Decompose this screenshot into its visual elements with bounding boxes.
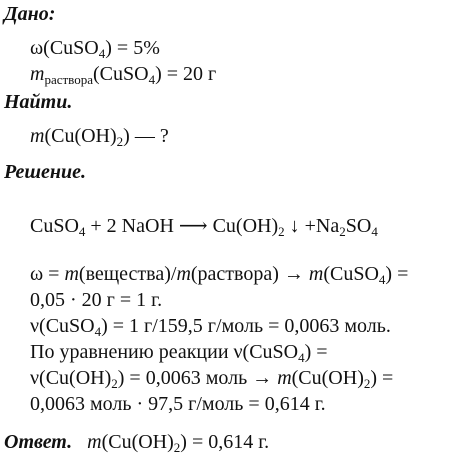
text: ν(CuSO — [30, 315, 95, 337]
mass-symbol: m — [87, 431, 102, 453]
mass-symbol: m — [277, 367, 292, 389]
formula-base: (Cu(OH) — [44, 125, 117, 147]
subscript: 2 — [116, 134, 124, 149]
subscript: 2 — [173, 440, 181, 455]
given-mass-fraction: ω(CuSO$_4$) = 5% — [30, 37, 160, 61]
text: (раствора) → — [190, 263, 309, 285]
reaction-equation — [30, 214, 378, 238]
text: ) = 1 г/159,5 г/моль = 0,0063 моль. — [101, 315, 391, 337]
answer-heading: Ответ. — [4, 431, 73, 453]
solution-line-2: 0,05 · 20 г = 1 г. — [30, 289, 163, 311]
subscript: 4 — [148, 72, 156, 87]
mass-symbol: m — [30, 63, 45, 85]
text: (вещества)/ — [78, 263, 177, 285]
eq-part: ↓ +Na — [284, 215, 340, 237]
subscript: 4 — [371, 224, 378, 239]
given-solution-mass — [30, 62, 216, 86]
eq-part: CuSO — [30, 215, 79, 237]
solution-line-5 — [30, 366, 393, 390]
subscript: 4 — [78, 224, 86, 239]
eq-part: SO — [345, 215, 372, 237]
subscript: 4 — [298, 350, 305, 365]
text: ω = — [30, 263, 65, 285]
answer-line — [4, 430, 269, 454]
subscript: 2 — [339, 224, 346, 239]
find-heading: Найти. — [4, 91, 73, 113]
text: (CuSO — [323, 263, 379, 285]
subscript: 4 — [94, 324, 102, 339]
solution-line-1 — [30, 262, 408, 286]
formula-base: (Cu(OH) — [101, 431, 174, 453]
formula-base: CuSO — [49, 37, 99, 59]
given-heading: Дано: — [4, 3, 56, 25]
subscript: 2 — [363, 376, 371, 391]
mass-subscript: раствора — [44, 72, 93, 87]
mass-symbol: m — [30, 125, 45, 147]
text: ) = — [385, 263, 409, 285]
solution-line-4 — [30, 340, 328, 364]
omega-symbol: ω — [30, 37, 44, 59]
text: ) = — [304, 341, 328, 363]
eq-part: + 2 NaOH ⟶ Cu(OH) — [85, 215, 279, 237]
text: (Cu(OH) — [291, 367, 364, 389]
subscript: 2 — [111, 376, 118, 391]
value-text: ) = 0,614 г. — [180, 431, 270, 453]
find-target — [30, 124, 169, 148]
subscript: 2 — [278, 224, 285, 239]
solution-heading: Решение. — [4, 161, 87, 183]
subscript: 4 — [98, 46, 106, 61]
value-text: ) = 5% — [105, 37, 160, 59]
value-text: ) = 20 г — [155, 63, 217, 85]
text: ν(Cu(OH) — [30, 367, 112, 389]
value-text: ) — ? — [123, 125, 169, 147]
solution-line-3 — [30, 314, 391, 338]
mass-symbol: m — [64, 263, 79, 285]
mass-symbol: m — [176, 263, 191, 285]
mass-symbol: m — [308, 263, 324, 285]
formula-base: (CuSO — [93, 63, 149, 85]
text: ) = — [370, 367, 394, 389]
text: По уравнению реакции ν(CuSO — [30, 341, 299, 363]
subscript: 4 — [378, 272, 386, 287]
text: ) = 0,0063 моль → — [117, 367, 278, 389]
solution-line-6: 0,0063 моль · 97,5 г/моль = 0,614 г. — [30, 393, 326, 415]
